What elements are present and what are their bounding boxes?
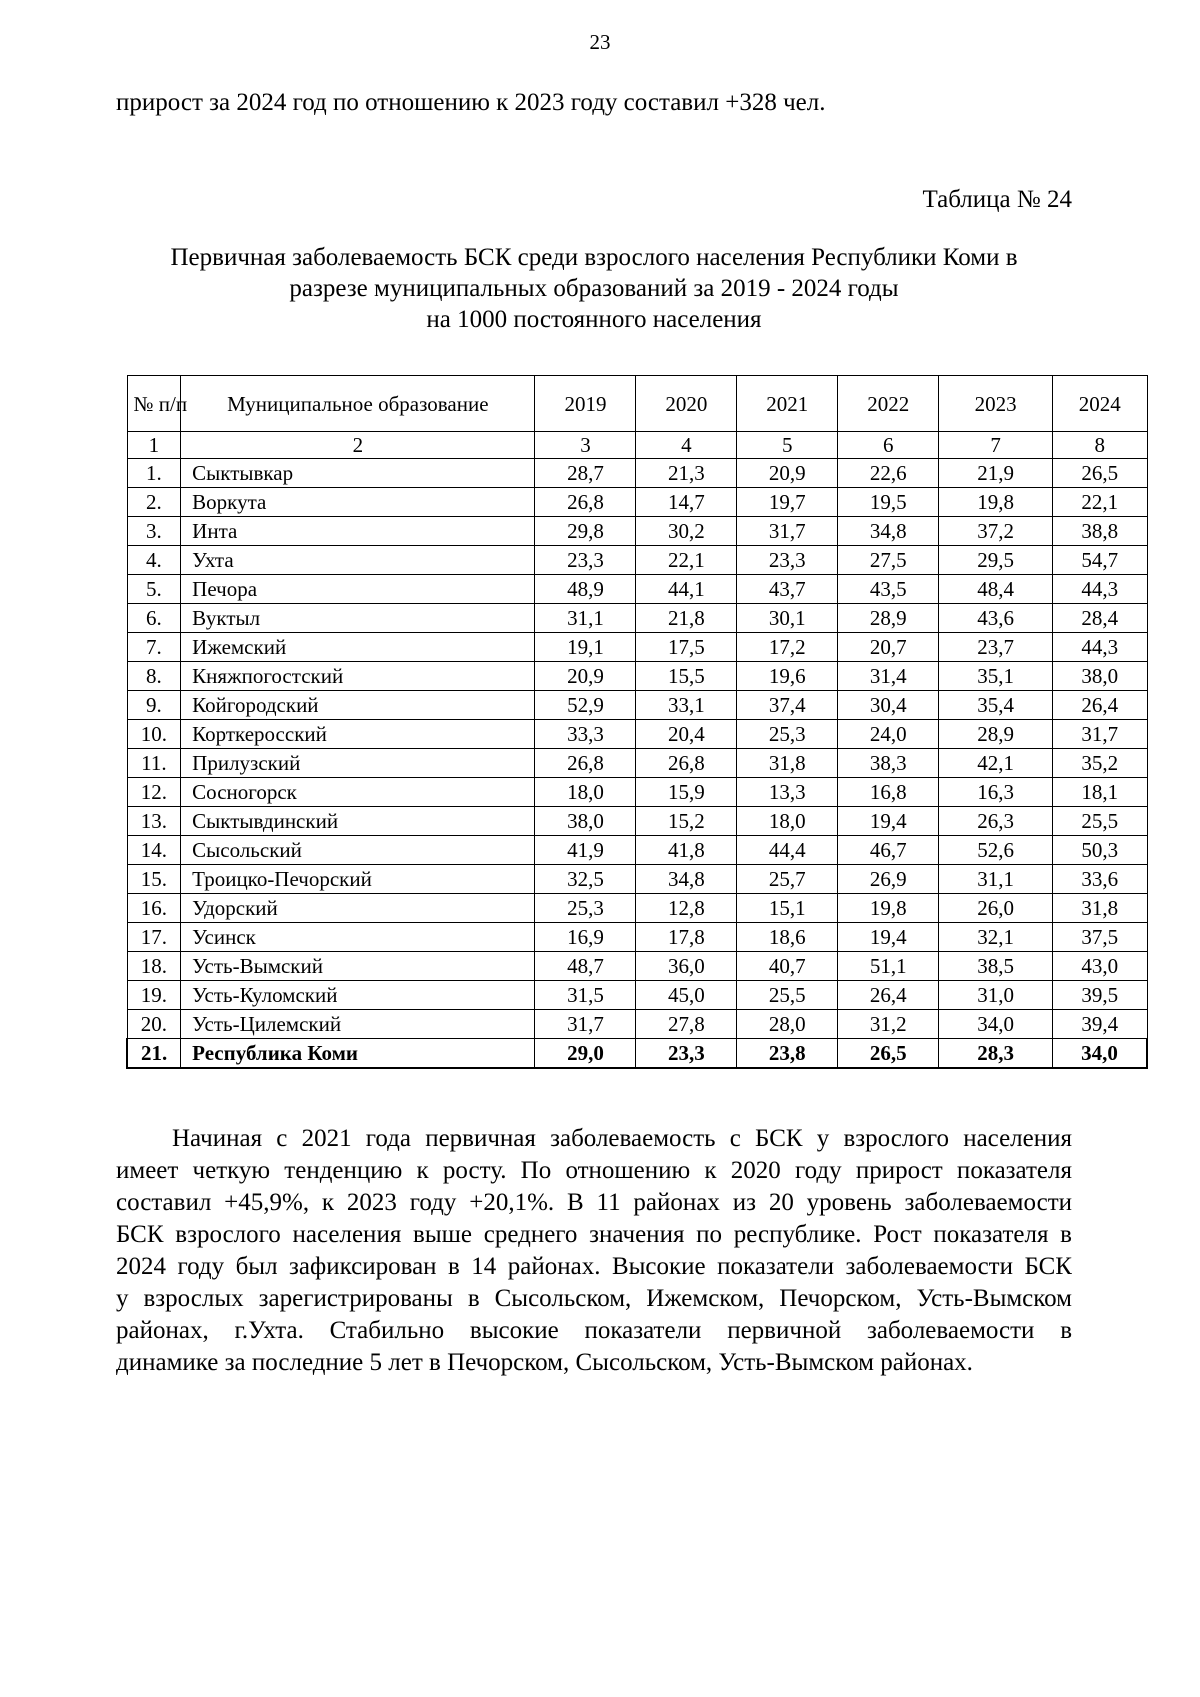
rate-value: 18,6: [737, 923, 838, 952]
row-number: 1.: [127, 459, 181, 488]
row-number: 12.: [127, 778, 181, 807]
municipality-name: Вуктыл: [181, 604, 535, 633]
rate-value: 48,4: [939, 575, 1053, 604]
rate-value: 17,2: [737, 633, 838, 662]
rate-value: 15,2: [636, 807, 737, 836]
column-index: 5: [737, 432, 838, 459]
table-row: [127, 662, 1147, 691]
rate-value: 31,2: [838, 1010, 939, 1039]
rate-value: 19,8: [838, 894, 939, 923]
paragraph-line: районах, г.Ухта. Стабильно высокие показатели первичной заболеваемости в: [116, 1317, 1072, 1344]
rate-value: 22,6: [838, 459, 939, 488]
rate-value: 15,1: [737, 894, 838, 923]
rate-value: 20,7: [838, 633, 939, 662]
rate-value: 26,4: [1052, 691, 1147, 720]
rate-value: 17,8: [636, 923, 737, 952]
rate-value: 23,3: [535, 546, 636, 575]
municipality-name: Республика Коми: [181, 1039, 535, 1069]
rate-value: 19,1: [535, 633, 636, 662]
rate-value: 28,4: [1052, 604, 1147, 633]
rate-value: 52,9: [535, 691, 636, 720]
rate-value: 24,0: [838, 720, 939, 749]
rate-value: 43,0: [1052, 952, 1147, 981]
rate-value: 33,3: [535, 720, 636, 749]
rate-value: 37,2: [939, 517, 1053, 546]
rate-value: 35,4: [939, 691, 1053, 720]
rate-value: 19,4: [838, 923, 939, 952]
rate-value: 23,8: [737, 1039, 838, 1069]
header-year: 2019: [535, 376, 636, 432]
rate-value: 12,8: [636, 894, 737, 923]
rate-value: 31,5: [535, 981, 636, 1010]
rate-value: 16,8: [838, 778, 939, 807]
table-row: [127, 807, 1147, 836]
rate-value: 19,5: [838, 488, 939, 517]
intro-text: прирост за 2024 год по отношению к 2023 году составил +328 чел.: [116, 89, 826, 116]
rate-value: 45,0: [636, 981, 737, 1010]
rate-value: 22,1: [1052, 488, 1147, 517]
rate-value: 38,0: [1052, 662, 1147, 691]
table-header-row: [127, 376, 1147, 432]
rate-value: 30,2: [636, 517, 737, 546]
table-row: [127, 865, 1147, 894]
header-year: 2023: [939, 376, 1053, 432]
table-row: [127, 1010, 1147, 1039]
rate-value: 26,0: [939, 894, 1053, 923]
municipality-name: Печора: [181, 575, 535, 604]
rate-value: 16,3: [939, 778, 1053, 807]
municipality-name: Княжпогостский: [181, 662, 535, 691]
rate-value: 31,4: [838, 662, 939, 691]
municipality-name: Ижемский: [181, 633, 535, 662]
rate-value: 26,9: [838, 865, 939, 894]
rate-value: 26,4: [838, 981, 939, 1010]
rate-value: 30,4: [838, 691, 939, 720]
rate-value: 25,5: [1052, 807, 1147, 836]
rate-value: 31,0: [939, 981, 1053, 1010]
rate-value: 18,1: [1052, 778, 1147, 807]
row-number: 13.: [127, 807, 181, 836]
column-index: 1: [127, 432, 181, 459]
rate-value: 32,1: [939, 923, 1053, 952]
table-row: [127, 488, 1147, 517]
column-index: 6: [838, 432, 939, 459]
rate-value: 31,7: [737, 517, 838, 546]
rate-value: 28,7: [535, 459, 636, 488]
rate-value: 15,5: [636, 662, 737, 691]
municipality-name: Сыктывдинский: [181, 807, 535, 836]
table-row: [127, 749, 1147, 778]
header-year: 2021: [737, 376, 838, 432]
rate-value: 21,8: [636, 604, 737, 633]
rate-value: 30,1: [737, 604, 838, 633]
rate-value: 13,3: [737, 778, 838, 807]
paragraph-line: у взрослых зарегистрированы в Сысольском, Ижемском, Печорском, Усть-Вымском: [116, 1285, 1072, 1312]
rate-value: 31,7: [1052, 720, 1147, 749]
rate-value: 43,6: [939, 604, 1053, 633]
rate-value: 39,4: [1052, 1010, 1147, 1039]
rate-value: 26,8: [535, 749, 636, 778]
rate-value: 19,8: [939, 488, 1053, 517]
rate-value: 14,7: [636, 488, 737, 517]
rate-value: 48,7: [535, 952, 636, 981]
municipality-name: Усть-Цилемский: [181, 1010, 535, 1039]
rate-value: 21,3: [636, 459, 737, 488]
row-number: 11.: [127, 749, 181, 778]
rate-value: 42,1: [939, 749, 1053, 778]
paragraph-line: Начиная с 2021 года первичная заболеваемость с БСК у взрослого населения: [172, 1125, 1072, 1152]
row-number: 2.: [127, 488, 181, 517]
rate-value: 50,3: [1052, 836, 1147, 865]
rate-value: 18,0: [737, 807, 838, 836]
rate-value: 51,1: [838, 952, 939, 981]
rate-value: 23,3: [636, 1039, 737, 1069]
row-number: 6.: [127, 604, 181, 633]
rate-value: 28,0: [737, 1010, 838, 1039]
rate-value: 46,7: [838, 836, 939, 865]
municipality-name: Троицко-Печорский: [181, 865, 535, 894]
table-title-line: разрезе муниципальных образований за 2019 - 2024 годы: [289, 275, 899, 302]
municipality-name: Ухта: [181, 546, 535, 575]
row-number: 5.: [127, 575, 181, 604]
rate-value: 23,7: [939, 633, 1053, 662]
table-row: [127, 952, 1147, 981]
table-row: [127, 546, 1147, 575]
municipality-name: Сосногорск: [181, 778, 535, 807]
row-number: 20.: [127, 1010, 181, 1039]
rate-value: 25,3: [535, 894, 636, 923]
municipality-name: Усть-Куломский: [181, 981, 535, 1010]
rate-value: 33,1: [636, 691, 737, 720]
paragraph-line: имеет четкую тенденцию к росту. По отношению к 2020 году прирост показателя: [116, 1157, 1072, 1184]
municipality-name: Корткеросский: [181, 720, 535, 749]
table-title-line: на 1000 постоянного населения: [426, 306, 762, 333]
rate-value: 20,4: [636, 720, 737, 749]
paragraph-line: 2024 году был зафиксирован в 14 районах. Высокие показатели заболеваемости БСК: [116, 1253, 1072, 1280]
row-number: 3.: [127, 517, 181, 546]
rate-value: 38,5: [939, 952, 1053, 981]
table-title: [116, 242, 1072, 335]
row-number: 10.: [127, 720, 181, 749]
table-row: [127, 894, 1147, 923]
rate-value: 22,1: [636, 546, 737, 575]
column-index: 2: [181, 432, 535, 459]
rate-value: 26,8: [535, 488, 636, 517]
rate-value: 44,3: [1052, 633, 1147, 662]
rate-value: 19,4: [838, 807, 939, 836]
municipality-name: Сысольский: [181, 836, 535, 865]
rate-value: 48,9: [535, 575, 636, 604]
rate-value: 40,7: [737, 952, 838, 981]
row-number: 9.: [127, 691, 181, 720]
rate-value: 28,3: [939, 1039, 1053, 1069]
table-row: [127, 720, 1147, 749]
column-index: 7: [939, 432, 1053, 459]
morbidity-table: [126, 375, 1148, 1069]
column-index: 8: [1052, 432, 1147, 459]
table-body: [127, 459, 1147, 1069]
municipality-name: Усть-Вымский: [181, 952, 535, 981]
table-row: [127, 691, 1147, 720]
rate-value: 29,8: [535, 517, 636, 546]
municipality-name: Воркута: [181, 488, 535, 517]
rate-value: 19,7: [737, 488, 838, 517]
rate-value: 31,8: [737, 749, 838, 778]
rate-value: 38,8: [1052, 517, 1147, 546]
table-row: [127, 604, 1147, 633]
table-row: [127, 517, 1147, 546]
header-municipality: Муниципальное образование: [181, 376, 535, 432]
rate-value: 19,6: [737, 662, 838, 691]
table-title-line: Первичная заболеваемость БСК среди взрослого населения Республики Коми в: [170, 244, 1018, 271]
rate-value: 44,3: [1052, 575, 1147, 604]
municipality-name: Инта: [181, 517, 535, 546]
column-index: 4: [636, 432, 737, 459]
table-row: [127, 923, 1147, 952]
rate-value: 39,5: [1052, 981, 1147, 1010]
rate-value: 29,0: [535, 1039, 636, 1069]
rate-value: 25,7: [737, 865, 838, 894]
header-year: 2020: [636, 376, 737, 432]
row-number: 18.: [127, 952, 181, 981]
rate-value: 44,4: [737, 836, 838, 865]
column-index-row: [127, 432, 1147, 459]
paragraph-line: БСК взрослого населения выше среднего значения по республике. Рост показателя в: [116, 1221, 1072, 1248]
row-number: 8.: [127, 662, 181, 691]
rate-value: 44,1: [636, 575, 737, 604]
rate-value: 36,0: [636, 952, 737, 981]
rate-value: 20,9: [535, 662, 636, 691]
rate-value: 20,9: [737, 459, 838, 488]
table-row: [127, 633, 1147, 662]
table-row: [127, 778, 1147, 807]
paragraph-line: динамике за последние 5 лет в Печорском, Сысольском, Усть-Вымском районах.: [116, 1349, 973, 1376]
rate-value: 28,9: [939, 720, 1053, 749]
rate-value: 35,1: [939, 662, 1053, 691]
page-number: 23: [589, 30, 611, 54]
municipality-name: Удорский: [181, 894, 535, 923]
rate-value: 25,5: [737, 981, 838, 1010]
rate-value: 17,5: [636, 633, 737, 662]
rate-value: 34,0: [1052, 1039, 1147, 1069]
row-number: 4.: [127, 546, 181, 575]
table-row: [127, 981, 1147, 1010]
rate-value: 34,8: [636, 865, 737, 894]
municipality-name: Прилузский: [181, 749, 535, 778]
table-number: Таблица № 24: [922, 186, 1072, 213]
header-year: 2024: [1052, 376, 1147, 432]
rate-value: 33,6: [1052, 865, 1147, 894]
row-number: 19.: [127, 981, 181, 1010]
rate-value: 26,8: [636, 749, 737, 778]
table-row: [127, 836, 1147, 865]
rate-value: 26,3: [939, 807, 1053, 836]
municipality-name: Сыктывкар: [181, 459, 535, 488]
rate-value: 37,4: [737, 691, 838, 720]
rate-value: 43,5: [838, 575, 939, 604]
rate-value: 38,0: [535, 807, 636, 836]
rate-value: 34,8: [838, 517, 939, 546]
column-index: 3: [535, 432, 636, 459]
rate-value: 27,5: [838, 546, 939, 575]
row-number: 16.: [127, 894, 181, 923]
header-num: № п/п: [127, 376, 181, 432]
header-year: 2022: [838, 376, 939, 432]
rate-value: 41,9: [535, 836, 636, 865]
rate-value: 35,2: [1052, 749, 1147, 778]
rate-value: 34,0: [939, 1010, 1053, 1039]
rate-value: 52,6: [939, 836, 1053, 865]
table-row: [127, 575, 1147, 604]
rate-value: 21,9: [939, 459, 1053, 488]
municipality-name: Койгородский: [181, 691, 535, 720]
rate-value: 26,5: [1052, 459, 1147, 488]
municipality-name: Усинск: [181, 923, 535, 952]
row-number: 15.: [127, 865, 181, 894]
rate-value: 31,8: [1052, 894, 1147, 923]
body-paragraph: [116, 1123, 1072, 1379]
rate-value: 16,9: [535, 923, 636, 952]
rate-value: 43,7: [737, 575, 838, 604]
row-number: 7.: [127, 633, 181, 662]
rate-value: 29,5: [939, 546, 1053, 575]
row-number: 21.: [127, 1039, 181, 1069]
rate-value: 31,7: [535, 1010, 636, 1039]
rate-value: 32,5: [535, 865, 636, 894]
row-number: 14.: [127, 836, 181, 865]
rate-value: 18,0: [535, 778, 636, 807]
rate-value: 54,7: [1052, 546, 1147, 575]
table-row: [127, 459, 1147, 488]
rate-value: 23,3: [737, 546, 838, 575]
rate-value: 28,9: [838, 604, 939, 633]
rate-value: 31,1: [939, 865, 1053, 894]
rate-value: 25,3: [737, 720, 838, 749]
row-number: 17.: [127, 923, 181, 952]
rate-value: 15,9: [636, 778, 737, 807]
rate-value: 41,8: [636, 836, 737, 865]
paragraph-line: составил +45,9%, к 2023 году +20,1%. В 11 районах из 20 уровень заболеваемости: [116, 1189, 1072, 1216]
rate-value: 27,8: [636, 1010, 737, 1039]
rate-value: 37,5: [1052, 923, 1147, 952]
rate-value: 31,1: [535, 604, 636, 633]
table-total-row: [127, 1039, 1147, 1069]
rate-value: 26,5: [838, 1039, 939, 1069]
rate-value: 38,3: [838, 749, 939, 778]
